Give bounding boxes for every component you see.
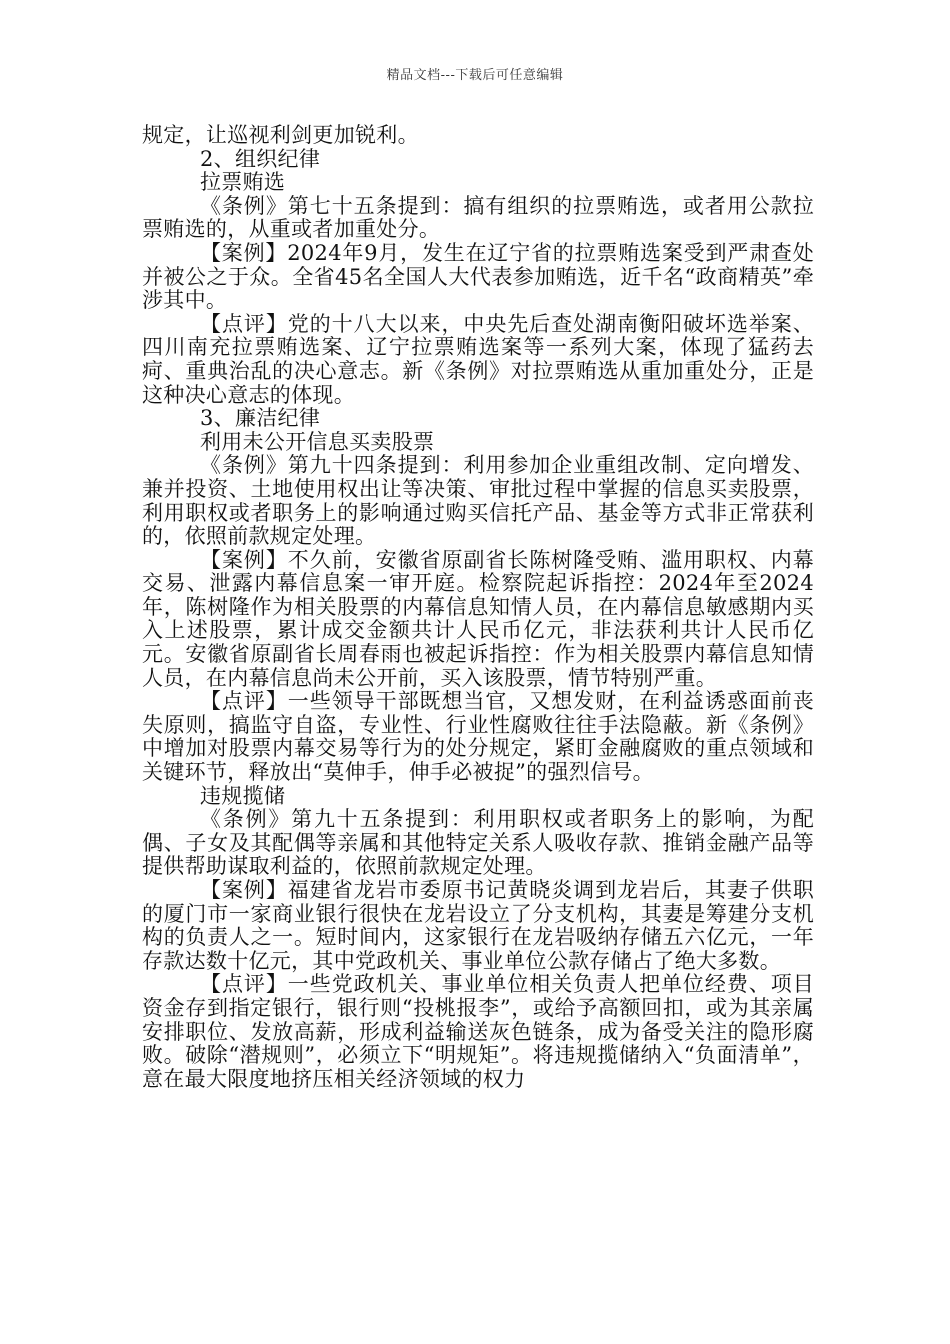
document-body bbox=[142, 124, 814, 1091]
paragraph-case-longyan: 【案例】福建省龙岩市委原书记黄晓炎调到龙岩后，其妻子供职的厦门市一家商业银行很快在龙岩设立了分支机构，其妻是筹建分支机构的负责人之一。短时间内，这家银行在龙岩吸纳存储五六亿元，一年存款达数十亿元，其中党政机关、事业单位公款存储占了绝大多数。 bbox=[142, 878, 814, 973]
subheading-vote-buying: 拉票贿选 bbox=[200, 170, 286, 195]
paragraph-case-liaoning: 【案例】2024年9月，发生在辽宁省的拉票贿选案受到严肃查处并被公之于众。全省45名全国人大代表参加贿选，近千名“政商精英”牵涉其中。 bbox=[142, 240, 814, 313]
page-header: 精品文档---下载后可任意编辑 bbox=[386, 68, 564, 83]
section-heading-integrity-discipline: 3、廉洁纪律 bbox=[200, 406, 321, 431]
paragraph-comment-deposit-solicitation: 【点评】一些党政机关、事业单位相关负责人把单位经费、项目资金存到指定银行，银行则“投桃报李”，或给予高额回扣，或为其亲属安排职位、发放高薪，形成利益输送灰色链条，成为备受关注的隐形腐败。破除“潜规则”，必须立下“明规矩”。将违规揽储纳入“负面清单”，意在最大限度地挤压相关经济领域的权力 bbox=[142, 972, 814, 1091]
paragraph-regulation-article-75: 《条例》第七十五条提到：搞有组织的拉票贿选，或者用公款拉票贿选的，从重或者加重处分。 bbox=[142, 193, 814, 242]
paragraph-comment-vote-buying: 【点评】党的十八大以来，中央先后查处湖南衡阳破坏选举案、四川南充拉票贿选案、辽宁拉票贿选案等一系列大案，体现了猛药去疴、重典治乱的决心意志。新《条例》对拉票贿选从重加重处分，正是这种决心意志的体现。 bbox=[142, 311, 814, 407]
paragraph-regulation-article-95: 《条例》第九十五条提到：利用职权或者职务上的影响，为配偶、子女及其配偶等亲属和其他特定关系人吸收存款、推销金融产品等提供帮助谋取利益的，依照前款规定处理。 bbox=[142, 807, 814, 879]
subheading-illegal-deposit-solicitation: 违规揽储 bbox=[200, 783, 286, 808]
paragraph-case-anhui: 【案例】不久前，安徽省原副省长陈树隆受贿、滥用职权、内幕交易、泄露内幕信息案一审开庭。检察院起诉指控：2024年至2024年，陈树隆作为相关股票的内幕信息知情人员，在内幕信息敏感期内买入上述股票，累计成交金额共计人民币亿元，非法获利共计人民币亿元。安徽省原副省长周春雨也被起诉指控：作为相关股票内幕信息知情人员，在内幕信息尚未公开前，买入该股票，情节特别严重。 bbox=[142, 547, 814, 690]
subheading-insider-trading: 利用未公开信息买卖股票 bbox=[200, 429, 435, 454]
section-heading-organization-discipline: 2、组织纪律 bbox=[200, 146, 321, 171]
paragraph-comment-insider-trading: 【点评】一些领导干部既想当官，又想发财，在利益诱惑面前丧失原则，搞监守自盗，专业性、行业性腐败往往手法隐蔽。新《条例》中增加对股票内幕交易等行为的处分规定，紧盯金融腐败的重点领域和关键环节，释放出“莫伸手，伸手必被捉”的强烈信号。 bbox=[142, 689, 814, 785]
paragraph-continuation: 规定，让巡视利剑更加锐利。 bbox=[142, 123, 419, 147]
paragraph-regulation-article-94: 《条例》第九十四条提到：利用参加企业重组改制、定向增发、兼并投资、土地使用权出让等决策、审批过程中掌握的信息买卖股票，利用职权或者职务上的影响通过购买信托产品、基金等方式非正常获利的，依照前款规定处理。 bbox=[142, 453, 814, 549]
